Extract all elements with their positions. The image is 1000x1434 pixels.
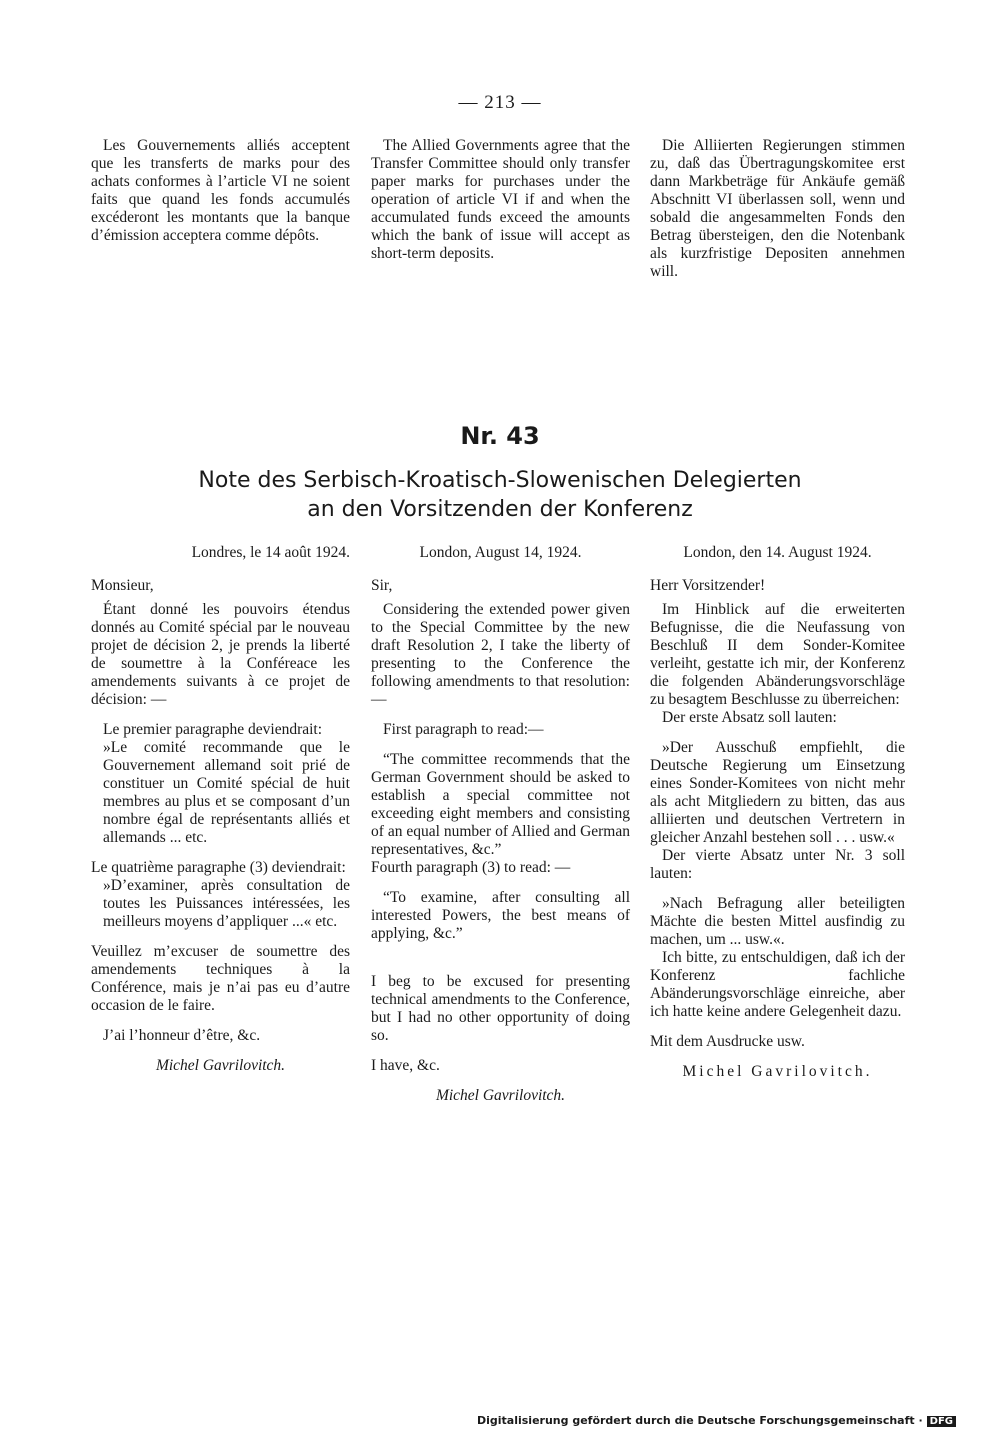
paragraph: Le premier paragraphe deviendrait:	[103, 721, 323, 738]
column-english	[371, 544, 630, 1121]
closing: I have, &c.	[371, 1057, 440, 1074]
paragraph: The Allied Governments agree that the Transfer Committee should only transfer paper marks for purchases under the operation of article VI if and when the accumulated funds exceed the amounts which the bank of issue will accept as short-term deposits.	[371, 137, 630, 262]
document-number: Nr. 43	[460, 422, 540, 450]
quoted-amendment: »Le comité recommande que le Gouvernement allemand soit prié de constituer un Comité spécial de huit membres au plus et se composant d’un nombre égal de représentants alliés et allemands ... etc.	[103, 739, 350, 846]
column-french	[91, 544, 350, 1091]
signature: Michel Gavrilovitch.	[155, 1057, 286, 1074]
paragraph: Considering the extended power given to the Special Committee by the new draft Resolution 2, I take the liberty of presenting to the Conference the following amendments to that resolution: —	[371, 601, 630, 708]
quoted-amendment: »D’examiner, après consultation de toutes les Puissances intéressées, les meilleurs moyens d’appliquer ...« etc.	[103, 877, 350, 930]
page-number: — 213 —	[458, 92, 542, 113]
dfg-logo: DFG	[927, 1416, 956, 1427]
paragraph: Der erste Absatz soll lauten:	[662, 709, 837, 726]
title-line-2: an den Vorsitzenden der Konferenz	[307, 497, 693, 522]
paragraph: Die Alliierten Regierungen stimmen zu, daß das Übertragungskomitee erst dann Markbeträge für Ankäufe gemäß Abschnitt VI überlassen soll, wenn und sobald die angesammelten Fonds den Betrag übersteigen, den die Notenbank als kurzfristige Depositen annehmen will.	[650, 137, 905, 280]
title-line-1: Note des Serbisch-Kroatisch-Slowenischen Delegierten	[198, 468, 802, 493]
top-paragraph-fr	[91, 137, 350, 245]
quoted-amendment: »Der Ausschuß empfiehlt, die Deutsche Regierung um Einsetzung eines Sonder-Komitees von nicht mehr als acht Mitgliedern zu bitten, das aus alliierten und deutschen Vertretern in gleicher Anzahl bestehen soll . . . usw.«	[650, 739, 905, 846]
quoted-amendment: “The committee recommends that the German Government should be asked to establish a special committee not exceeding eight members and consisting of an equal number of Allied and German representatives, &c.”	[371, 751, 630, 858]
paragraph: Im Hinblick auf die erweiterten Befugnisse, die die Neufassung von Beschluß II dem Sonder-Komitee verleiht, gestatte ich mir, der Konferenz die folgenden Abänderungsvorschläge zu besagtem Beschlusse zu überreichen:	[650, 601, 905, 708]
top-paragraph-en	[371, 137, 630, 263]
paragraph: Veuillez m’excuser de soumettre des amendements techniques à la Conférence, mais je n’ai pas eu d’autre occasion de le faire.	[91, 943, 350, 1014]
paragraph: Fourth paragraph (3) to read: —	[371, 859, 571, 876]
paragraph: Ich bitte, zu entschuldigen, daß ich der Konferenz fachliche Abänderungsvorschläge einreiche, aber ich hatte keine andere Gelegenheit dazu.	[650, 949, 905, 1020]
paragraph: Der vierte Absatz unter Nr. 3 soll lauten:	[650, 847, 905, 882]
footer-text: Digitalisierung gefördert durch die Deutsche Forschungsgemeinschaft ·	[476, 1414, 923, 1427]
closing: Mit dem Ausdrucke usw.	[650, 1033, 805, 1050]
date-line: London, den 14. August 1924.	[683, 544, 872, 561]
quoted-amendment: »Nach Befragung aller beteiligten Mächte die besten Mittel ausfindig zu machen, um ... usw.«.	[650, 895, 905, 948]
signature: Michel Gavrilovitch.	[435, 1087, 566, 1104]
closing: J’ai l’honneur d’être, &c.	[103, 1027, 261, 1044]
paragraph: Les Gouvernements alliés acceptent que les transferts de marks pour des achats conformes à l’article VI ne soient faits que quand les fonds accumulés excéderont les montants que la banque d’émission acceptera comme dépôts.	[91, 137, 350, 244]
document-title	[0, 466, 1000, 524]
digitization-footer	[477, 1414, 956, 1427]
signature: Michel Gavrilovitch.	[682, 1063, 873, 1080]
salutation: Sir,	[371, 577, 393, 594]
column-german	[650, 544, 905, 1097]
paragraph: First paragraph to read:—	[383, 721, 544, 738]
paragraph: Étant donné les pouvoirs étendus donnés au Comité spécial par le nouveau projet de décision 2, je prends la liberté de soumettre à la Conféreace les amendements suivants à ce projet de décision: —	[91, 601, 350, 708]
salutation: Herr Vorsitzender!	[650, 577, 766, 594]
paragraph: Le quatrième paragraphe (3) deviendrait:	[91, 859, 346, 876]
paragraph: I beg to be excused for presenting technical amendments to the Conference, but I had no other opportunity of doing so.	[371, 973, 630, 1044]
top-paragraph-de	[650, 137, 905, 281]
date-line: London, August 14, 1924.	[419, 544, 582, 561]
quoted-amendment: “To examine, after consulting all interested Powers, the best means of applying, &c.”	[371, 889, 630, 942]
date-line: Londres, le 14 août 1924.	[191, 544, 350, 561]
salutation: Monsieur,	[91, 577, 154, 594]
